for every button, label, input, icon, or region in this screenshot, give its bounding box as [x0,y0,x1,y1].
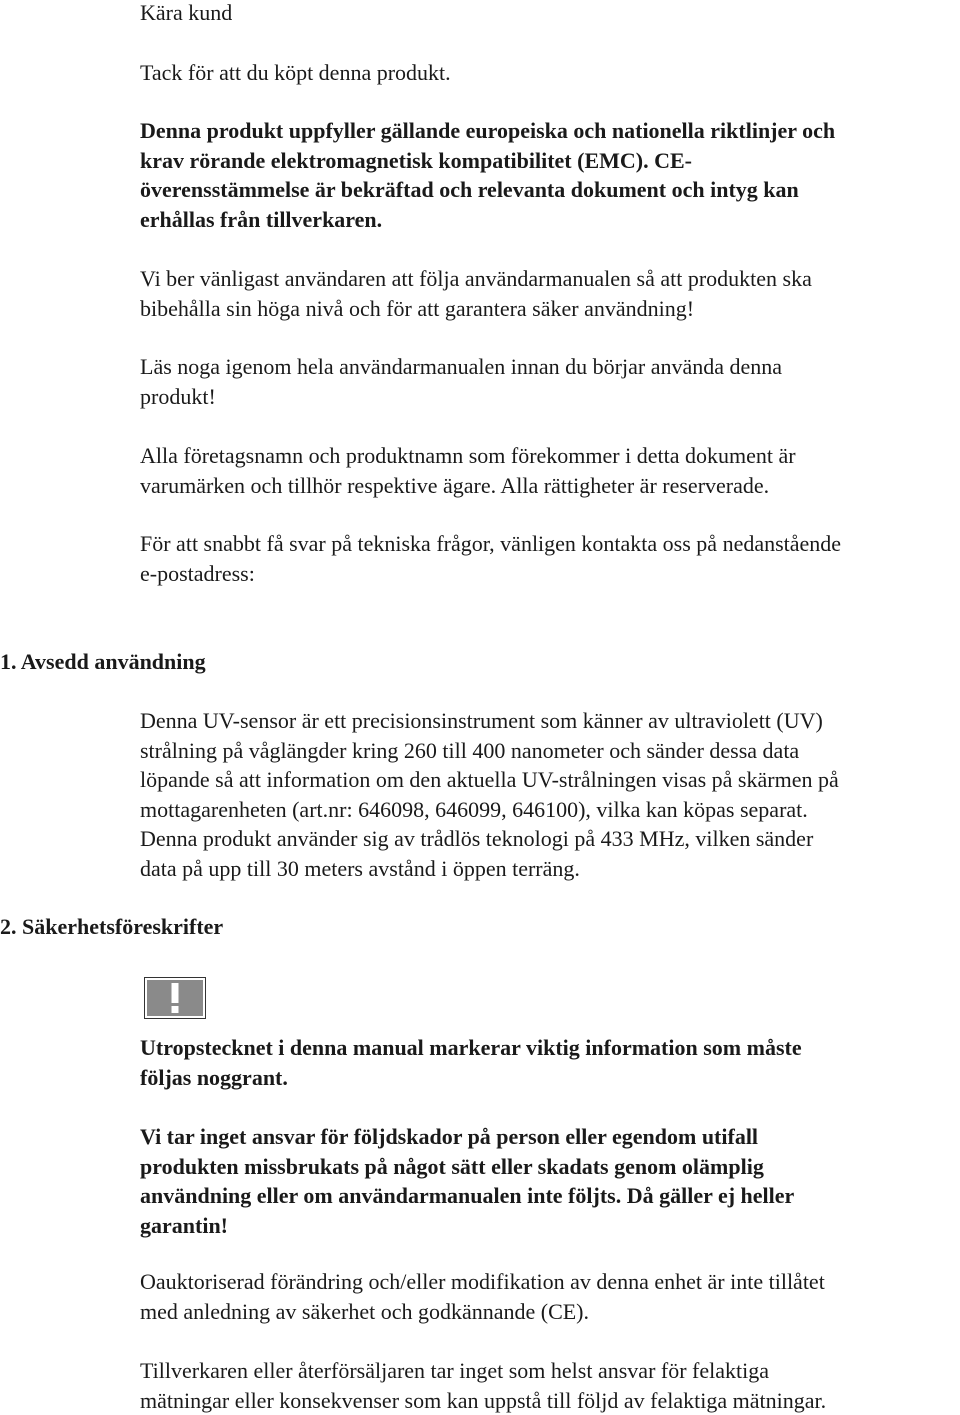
read-manual-paragraph [140,352,958,411]
greeting-text: Kära kund [140,0,233,25]
trademarks-line: Alla företagsnamn och produktnamn som förekommer i detta dokument är [140,443,796,468]
thanks-text: Tack för att du köpt denna produkt. [140,60,451,85]
intended-use-line: Denna produkt använder sig av trådlös teknologi på 433 MHz, vilken sänder [140,826,814,852]
intended-use-line: mottagarenheten (art.nr: 646098, 646099, 646100), vilka kan köpas separat. [140,796,808,822]
intended-use-line: löpande så att information om den aktuella UV-strålningen visas på skärmen på [140,767,839,793]
manual-request-line: Vi ber vänligast användaren att följa användarmanualen så att produkten ska [140,266,812,291]
liability-line: användning eller om användarmanualen inte följts. Då gäller ej heller [140,1183,795,1209]
section-heading-intended-use: 1. Avsedd användning [0,649,206,674]
liability-line: Vi tar inget ansvar för följdskador på person eller egendom utifall [140,1124,759,1149]
exclamation-note-line: följas noggrant. [140,1064,288,1090]
intended-use-line: Denna UV-sensor är ett precisionsinstrument som känner av ultraviolett (UV) [140,708,823,733]
read-manual-line: produkt! [140,383,216,409]
compliance-paragraph [140,116,958,234]
contact-line: e-postadress: [140,560,255,586]
contact-paragraph [140,529,958,588]
intended-use-paragraph [140,706,958,884]
exclamation-glyph [168,982,182,1014]
contact-line: För att snabbt få svar på tekniska frågor, vänligen kontakta oss på nedanstående [140,531,842,556]
compliance-line: Denna produkt uppfyller gällande europeiska och nationella riktlinjer och [140,118,836,143]
thanks-paragraph [140,58,958,88]
trademarks-paragraph [140,441,958,500]
intended-use-line: strålning på våglängder kring 260 till 400 nanometer och sänder dessa data [140,737,800,763]
modification-line: med anledning av säkerhet och godkännande (CE). [140,1298,590,1324]
manufacturer-line: mätningar eller konsekvenser som kan uppstå till följd av felaktiga mätningar. [140,1387,827,1413]
greeting [140,0,958,28]
exclamation-note-paragraph [140,1033,958,1092]
manufacturer-line: Tillverkaren eller återförsäljaren tar inget som helst ansvar för felaktiga [140,1358,769,1383]
intended-use-line: data på upp till 30 meters avstånd i öppen terräng. [140,855,580,881]
section-heading-safety: 2. Säkerhetsföreskrifter [0,914,224,939]
compliance-line: överensstämmelse är bekräftad och relevanta dokument och intyg kan [140,177,799,203]
trademarks-line: varumärken och tillhör respektive ägare. Alla rättigheter är reserverade. [140,472,770,498]
modification-line: Oauktoriserad förändring och/eller modifikation av denna enhet är inte tillåtet [140,1269,825,1294]
read-manual-line: Läs noga igenom hela användarmanualen innan du börjar använda denna [140,354,783,379]
liability-line: garantin! [140,1212,228,1238]
compliance-line: erhållas från tillverkaren. [140,206,383,232]
liability-line: produkten missbrukats på något sätt eller skadats genom olämplig [140,1153,764,1179]
manufacturer-paragraph [140,1356,958,1415]
compliance-line: krav rörande elektromagnetisk kompatibilitet (EMC). CE- [140,147,692,173]
exclamation-icon [144,977,206,1019]
manual-request-paragraph [140,264,958,323]
manual-request-line: bibehålla sin höga nivå och för att garantera säker användning! [140,295,695,321]
exclamation-note-line: Utropstecknet i denna manual markerar viktig information som måste [140,1035,802,1060]
modification-paragraph [140,1267,958,1326]
exclamation-icon-fill [147,980,203,1016]
liability-paragraph [140,1122,958,1240]
